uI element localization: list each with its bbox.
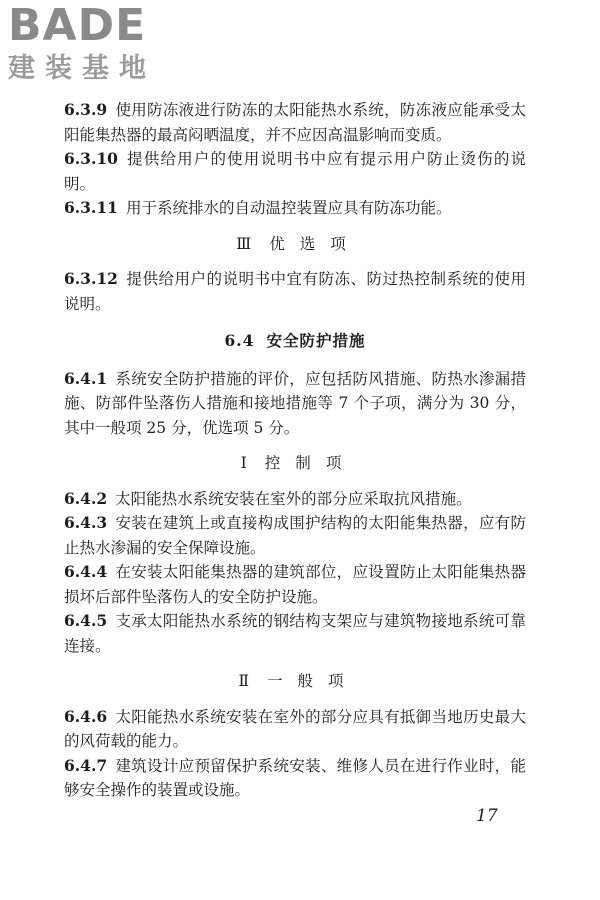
- clause-number: 6.4.3: [64, 513, 108, 532]
- heading-word: 项: [328, 672, 345, 690]
- heading-word: 控: [264, 454, 282, 472]
- clause-number: 6.4.1: [64, 368, 108, 388]
- clause-text: 支承太阳能热水系统的钢结构支架应与建筑物接地系统可靠连接。: [64, 612, 526, 655]
- clause-number: 6.4.7: [64, 755, 108, 775]
- clause-text: 提供给用户的说明书中宜有防冻、防过热控制系统的使用说明。: [64, 270, 526, 313]
- clause-6-3-11: [64, 196, 526, 221]
- bade-logo: [8, 0, 178, 86]
- clause-number: 6.3.9: [64, 100, 108, 119]
- clause-number: 6.4.6: [64, 706, 108, 726]
- heading-roman: Ⅰ: [240, 454, 248, 472]
- heading-control-items: [64, 451, 526, 476]
- clause-text: 太阳能热水系统安装在室外的部分应具有抵御当地历史最大的风荷载的能力。: [64, 707, 526, 750]
- heading-roman: Ⅲ: [236, 234, 253, 253]
- clause-text: 系统安全防护措施的评价，应包括防风措施、防热水渗漏措施、防部件坠落伤人措施和接地措施等 7 个子项，满分为 30 分，其中一般项 25 分，优选项 5 分。: [64, 369, 526, 437]
- heading-word: 制: [295, 454, 312, 472]
- heading-word: 项: [330, 234, 347, 253]
- logo-sub-text: 建装基地: [8, 53, 156, 84]
- clause-6-3-10: [64, 147, 526, 196]
- clause-6-3-12: [64, 267, 526, 316]
- clause-6-3-9: [64, 98, 526, 147]
- clause-text: 提供给用户的使用说明书中应有提示用户防止烫伤的说明。: [64, 150, 526, 193]
- clause-6-4-2: [64, 487, 526, 512]
- heading-word: 般: [297, 672, 315, 690]
- clause-6-4-6: [64, 705, 526, 754]
- clause-text: 建筑设计应预留保护系统安装、维修人员在进行作业时，能够安全操作的装置或设施。: [64, 756, 526, 799]
- section-heading-6-4: [64, 329, 526, 354]
- heading-word: 优: [269, 234, 286, 253]
- clause-number: 6.3.12: [64, 269, 118, 288]
- clause-6-4-1: [64, 367, 526, 441]
- clause-6-4-5: [64, 609, 526, 658]
- clause-number: 6.4.4: [64, 562, 108, 581]
- heading-word: 选: [299, 234, 317, 253]
- clause-number: 6.4.5: [64, 611, 108, 630]
- clause-text: 用于系统排水的自动温控装置应具有防冻功能。: [125, 199, 452, 217]
- clause-number: 6.4.2: [64, 488, 108, 508]
- heading-optional-items: [64, 232, 526, 257]
- page-number: 17: [476, 806, 498, 826]
- heading-roman: Ⅱ: [238, 672, 250, 690]
- document-body: [64, 98, 526, 803]
- logo-main-text: BADE: [8, 0, 147, 51]
- clause-number: 6.3.10: [64, 149, 118, 168]
- clause-6-4-7: [64, 754, 526, 803]
- clause-6-4-4: [64, 560, 526, 609]
- clause-text: 太阳能热水系统安装在室外的部分应采取抗风措施。: [115, 489, 472, 508]
- section-number: 6.4: [224, 331, 255, 350]
- clause-text: 使用防冻液进行防冻的太阳能热水系统，防冻液应能承受太阳能集热器的最高闷晒温度，并不应因高温影响而变质。: [64, 101, 526, 144]
- heading-general-items: [64, 669, 526, 694]
- section-title: 安全防护措施: [266, 331, 366, 350]
- clause-text: 安装在建筑上或直接构成围护结构的太阳能集热器，应有防止热水渗漏的安全保障设施。: [64, 514, 526, 557]
- clause-number: 6.3.11: [64, 198, 118, 217]
- heading-word: 项: [325, 454, 343, 472]
- clause-text: 在安装太阳能集热器的建筑部位，应设置防止太阳能集热器损坏后部件坠落伤人的安全防护设施。: [64, 563, 526, 606]
- clause-6-4-3: [64, 511, 526, 560]
- heading-word: 一: [267, 672, 284, 690]
